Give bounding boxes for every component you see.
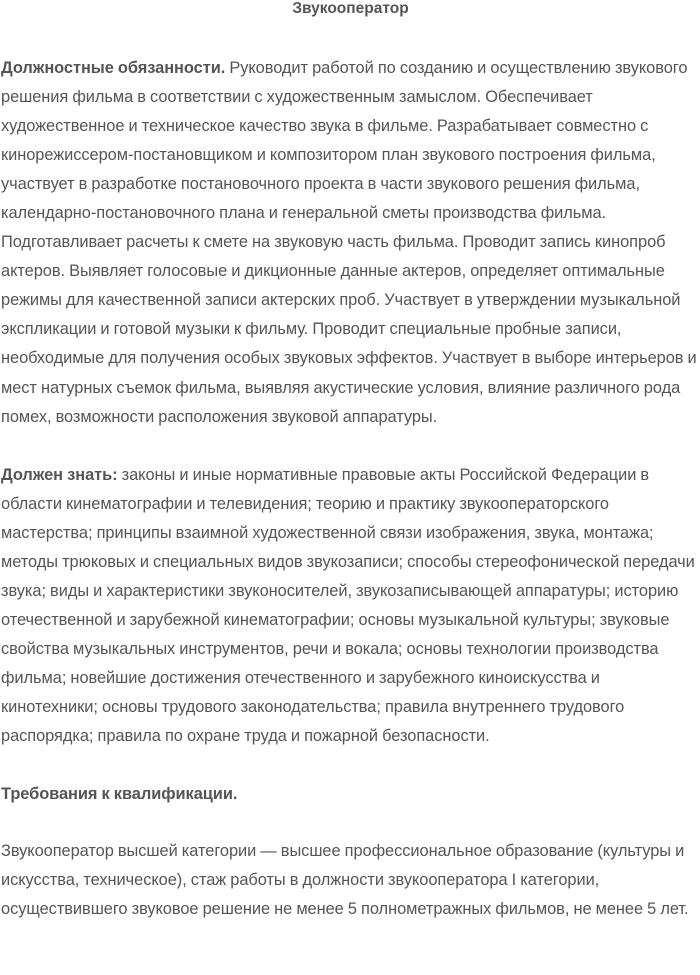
duties-text: Руководит работой по созданию и осуществлению звукового решения фильма в соответствии с художественным замыслом. Обеспечивает художественное и техническое качество звука в фильме. Разрабатывает совместно с кинорежиссером-постановщиком и композитором план звукового построения фильма, участвует в разработке постановочного проекта в части звукового решения фильма, календарно-постановочного плана и генеральной сметы производства фильма. Подготавливает расчеты к смете на звуковую часть фильма. Проводит запись кинопроб актеров. Выявляет голосовые и дикционные данные актеров, определяет оптимальные режимы для качественной записи актерских проб. Участвует в утверждении музыкальной экспликации и готовой музыки к фильму. Проводит специальные пробные записи, необходимые для получения особых звуковых эффектов. Участвует в выборе интерьеров и мест натурных съемок фильма, выявляя акустические условия, влияние различного рода помех, возможности расположения звуковой аппаратуры. [1, 59, 697, 426]
document-title: Звукооператор [292, 0, 409, 17]
requirements-heading: Требования к квалификации. [1, 785, 238, 804]
requirements-heading-paragraph [1, 780, 700, 809]
duties-lead: Должностные обязанности. [1, 59, 226, 77]
knowledge-lead: Должен знать: [1, 465, 118, 484]
knowledge-paragraph [1, 461, 700, 751]
knowledge-text: законы и иные нормативные правовые акты Российской Федерации в области кинематографии и телевидения; теорию и практику звукооператорского мастерства; принципы взаимной художественной связи изображения, звука, монтажа; методы трюковых и специальных видов звукозаписи; способы стереофонической передачи звука; виды и характеристики звуконосителей, звукозаписывающей аппаратуры; историю отечественной и зарубежной кинематографии; основы музыкальной культуры; звуковые свойства музыкальных инструментов, речи и вокала; основы технологии производства фильма; новейшие достижения отечественного и зарубежного киноискусства и кинотехники; основы трудового законодательства; правила внутреннего трудового распорядка; правила по охране труда и пожарной безопасности. [1, 465, 695, 746]
requirements-paragraph: Звукооператор высшей категории — высшее профессиональное образование (культуры и искусства, техническое), стаж работы в должности звукооператора I категории, осуществившего звуковое решение не менее 5 полнометражных фильмов, не менее 5 лет. [1, 842, 689, 919]
duties-paragraph [1, 54, 700, 432]
